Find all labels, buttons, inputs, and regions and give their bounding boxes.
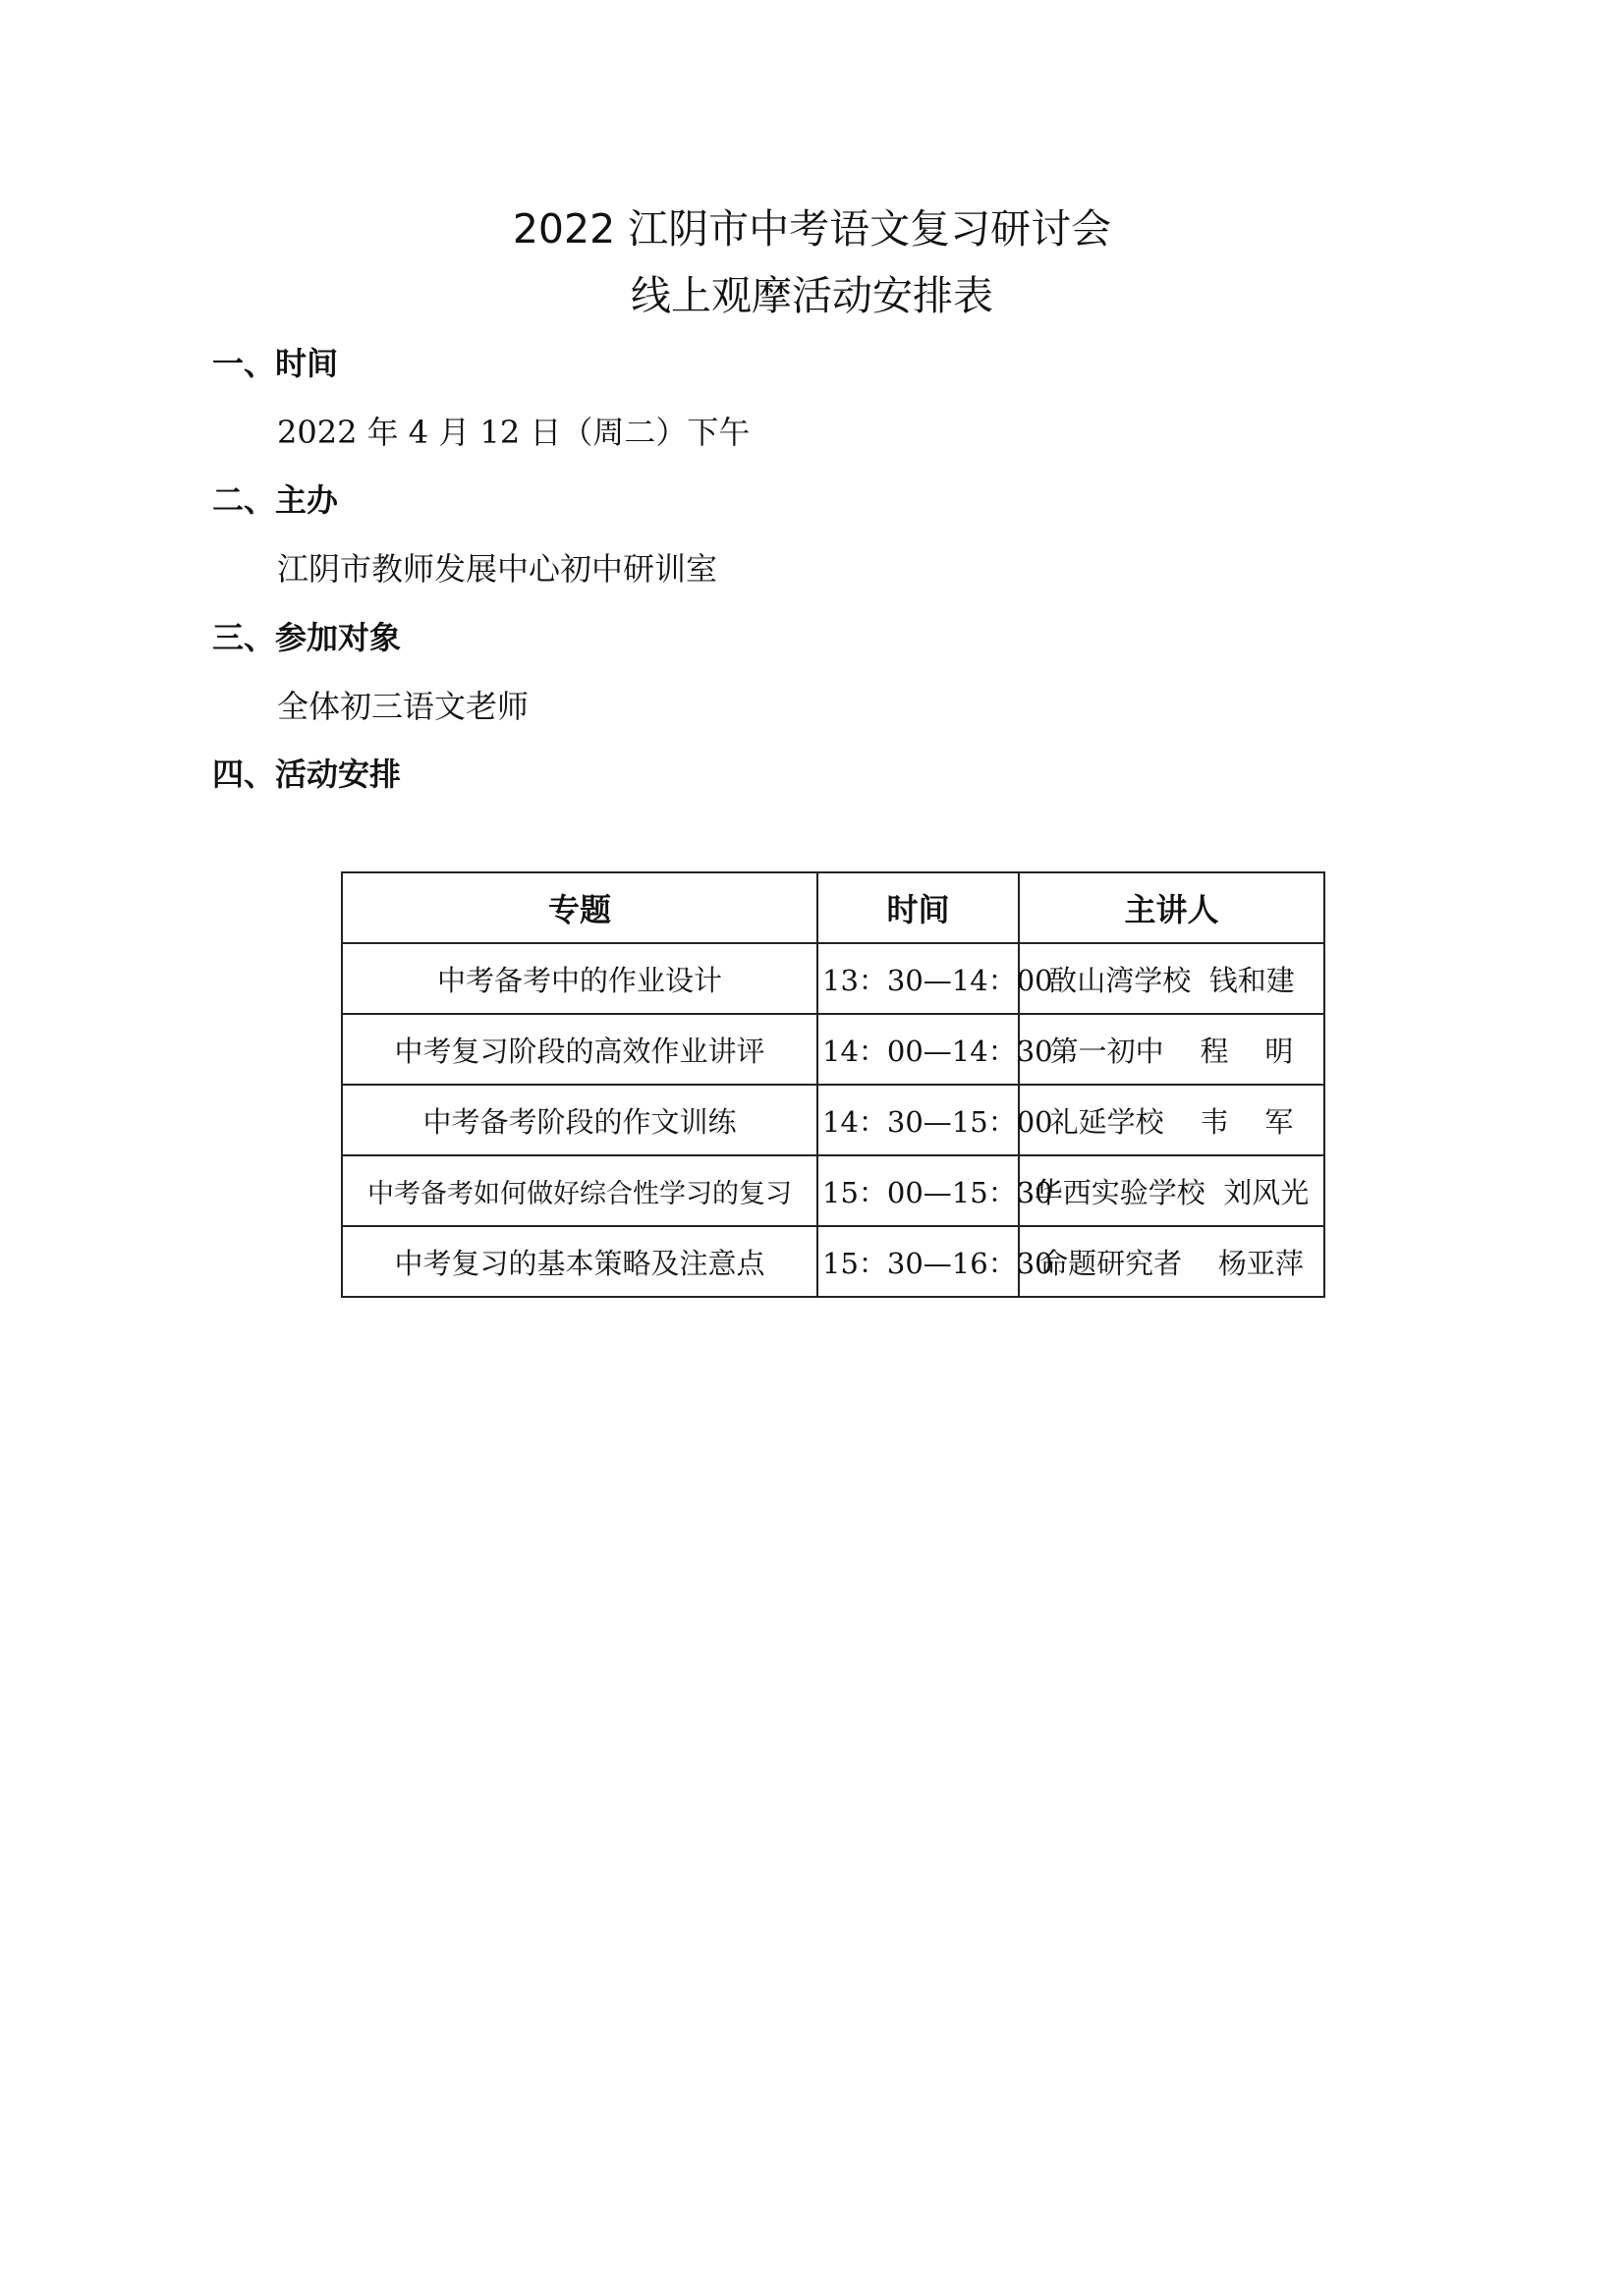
topic-cell: 中考备考中的作业设计: [342, 943, 817, 1014]
time-cell: 13：30—14：00: [817, 943, 1019, 1014]
speaker-cell: 敔山湾学校 钱和建: [1019, 943, 1324, 1014]
document-subtitle: 线上观摩活动安排表: [631, 272, 993, 319]
section-heading-time: 一、时间: [212, 345, 339, 382]
table-row: [342, 1155, 1324, 1226]
time-cell: 15：30—16：30: [817, 1226, 1019, 1297]
section-content-participants: 全体初三语文老师: [277, 688, 530, 725]
speaker-cell: 礼延学校 韦 军: [1019, 1085, 1324, 1155]
time-cell: 14：00—14：30: [817, 1014, 1019, 1085]
column-header-speaker: 主讲人: [1019, 872, 1324, 943]
column-header-topic: 专题: [342, 872, 817, 943]
section-heading-organizer: 二、主办: [212, 481, 339, 519]
topic-cell: 中考备考阶段的作文训练: [342, 1085, 817, 1155]
speaker-cell: 第一初中 程 明: [1019, 1014, 1324, 1085]
time-cell: 14：30—15：00: [817, 1085, 1019, 1155]
table-row: [342, 1014, 1324, 1085]
section-content-organizer: 江阴市教师发展中心初中研训室: [277, 550, 718, 588]
speaker-cell: 华西实验学校 刘风光: [1019, 1155, 1324, 1226]
section-heading-schedule: 四、活动安排: [212, 756, 402, 793]
table-row: [342, 943, 1324, 1014]
section-heading-participants: 三、参加对象: [212, 619, 402, 656]
time-cell: 15：00—15：30: [817, 1155, 1019, 1226]
section-content-time: 2022 年 4 月 12 日（周二）下午: [277, 414, 751, 451]
speaker-cell: 命题研究者 杨亚萍: [1019, 1226, 1324, 1297]
table-row: [342, 1226, 1324, 1297]
topic-cell: 中考复习的基本策略及注意点: [342, 1226, 817, 1297]
schedule-table: [341, 871, 1325, 1298]
column-header-time: 时间: [817, 872, 1019, 943]
table-header-row: [342, 872, 1324, 943]
topic-cell: 中考备考如何做好综合性学习的复习: [342, 1155, 817, 1226]
document-title: 2022 江阴市中考语文复习研讨会: [512, 205, 1112, 252]
topic-cell: 中考复习阶段的高效作业讲评: [342, 1014, 817, 1085]
table-row: [342, 1085, 1324, 1155]
